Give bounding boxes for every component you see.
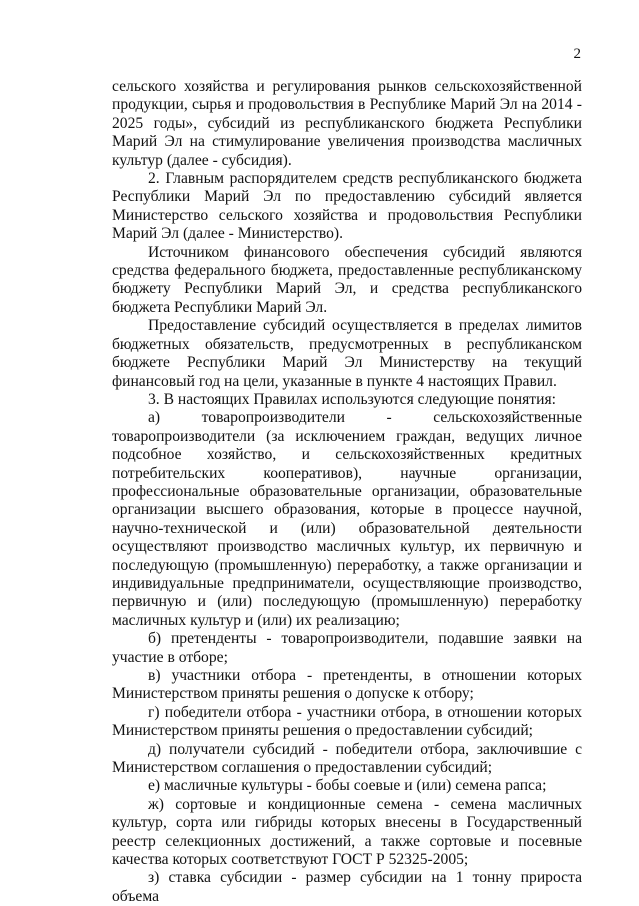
paragraph-3-definitions-heading: 3. В настоящих Правилах используются следующие понятия: <box>148 390 556 408</box>
definition-b-applicants: б) претенденты - товаропроизводители, подавшие заявки на участие в отборе; <box>112 630 582 666</box>
document-body <box>112 78 582 906</box>
definition-v-selection-participants: в) участники отбора - претенденты, в отношении которых Министерством приняты решения о допуске к отбору; <box>112 667 582 703</box>
definition-d-subsidy-recipients: д) получатели субсидий - победители отбора, заключившие с Министерством соглашения о предоставлении субсидий; <box>112 740 582 777</box>
definition-e-oilseed-crops: е) масличные культуры - бобы соевые и (или) семена рапса; <box>148 777 547 795</box>
paragraph-budget-limits: Предоставление субсидий осуществляется в пределах лимитов бюджетных обязательств, предусмотренных в республиканском бюджете Республики Марий Эл Министерству на текущий финансовый год на цели, указанные в пункте 4 настоящих Правил. <box>112 317 582 390</box>
paragraph-continuation: сельского хозяйства и регулирования рынков сельскохозяйственной продукции, сырья и продовольствия в Республике Марий Эл на 2014 - 2025 годы», субсидий из республиканского бюджета Республики Марий Эл на стимулирование увеличения производства масличных культур (далее - субсидия). <box>112 78 582 169</box>
paragraph-funding-source: Источником финансового обеспечения субсидий являются средства федерального бюджета, предоставленные республиканскому бюджету Республики Марий Эл, и средства республиканского бюджета Республики Марий Эл. <box>112 243 582 316</box>
definition-a-producers: а) товаропроизводители - сельскохозяйственные товаропроизводители (за исключением граждан, ведущих личное подсобное хозяйство, и сельскохозяйственных кредитных потребительских кооперативов), научные организации, профессиональные образовательные организации, образовательные организации высшего образования, которые в процессе научной, научно-технической и (или) образовательной деятельности осуществляют производство масличных культур, их первичную и последующую (промышленную) переработку, а также организации и индивидуальные предприниматели, осуществляющие производство, первичную и (или) последующую (промышленную) переработку масличных культур и (или) их реализацию; <box>112 409 582 629</box>
definition-g-selection-winners: г) победители отбора - участники отбора, в отношении которых Министерством приняты решения о предоставлении субсидий; <box>112 703 582 740</box>
paragraph-2-main-distributor: 2. Главным распорядителем средств республиканского бюджета Республики Марий Эл по предоставлению субсидий является Министерство сельского хозяйства и продовольствия Республики Марий Эл (далее - Министерство). <box>112 170 582 243</box>
definition-z-subsidy-rate: з) ставка субсидии - размер субсидии на 1 тонну прироста объема <box>112 869 582 905</box>
definition-zh-seeds: ж) сортовые и кондиционные семена - семена масличных культур, сорта или гибриды которых внесены в Государственный реестр селекционных достижений, а также сортовые и посевные качества которых соответствуют ГОСТ Р 52325-2005; <box>112 795 582 869</box>
page-number: 2 <box>573 46 581 62</box>
